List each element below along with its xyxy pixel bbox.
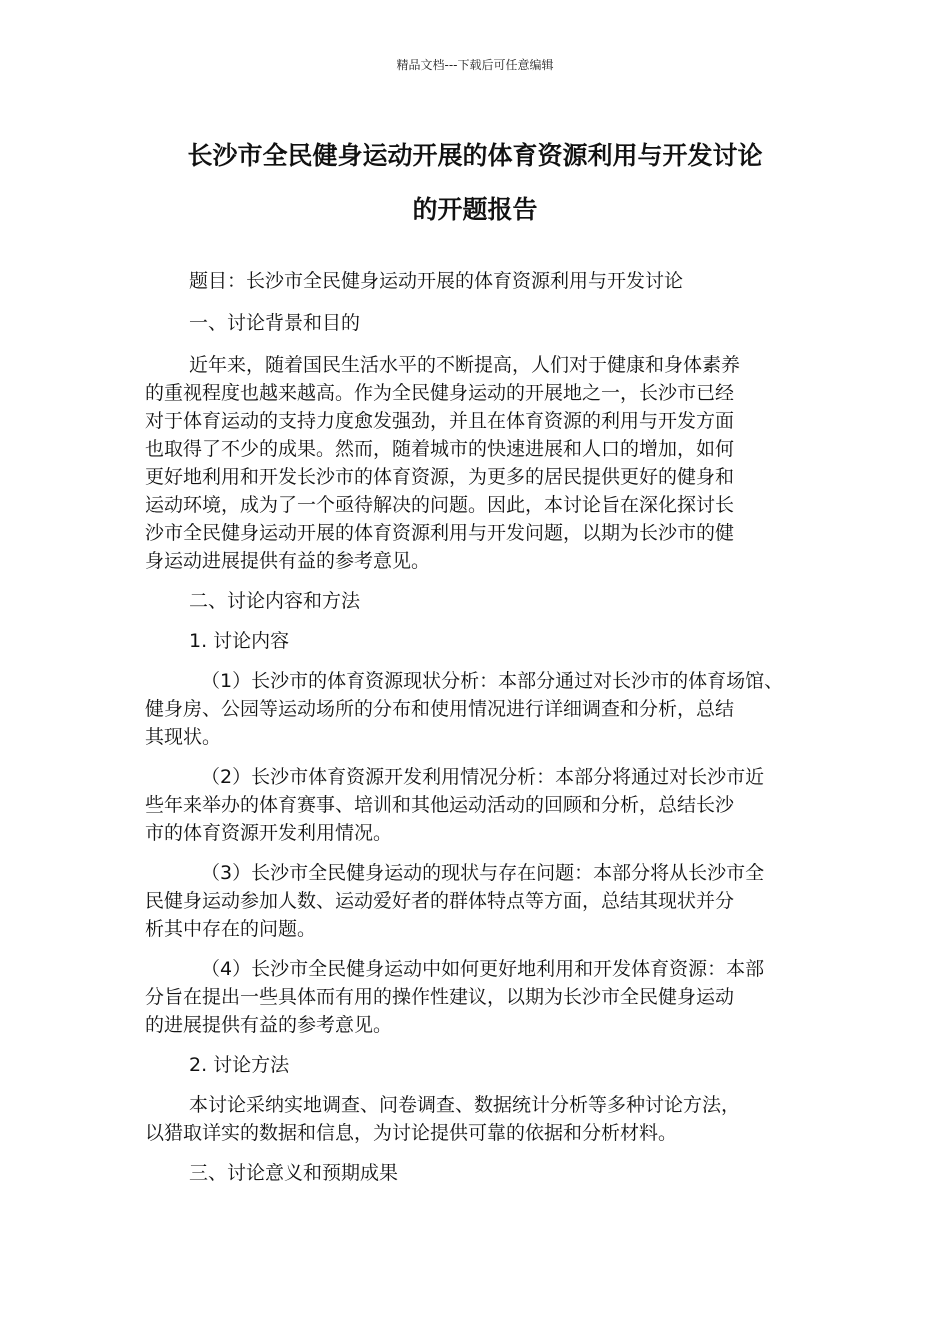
paragraph-line: 更好地利用和开发长沙市的体育资源，为更多的居民提供更好的健身和 bbox=[145, 466, 735, 488]
item-line: 析其中存在的问题。 bbox=[145, 918, 317, 940]
item-line: 市的体育资源开发利用情况。 bbox=[145, 822, 393, 844]
item-line: 其现状。 bbox=[145, 726, 222, 748]
section-2-heading: 二、讨论内容和方法 bbox=[189, 590, 361, 612]
paragraph-line: 运动环境，成为了一个亟待解决的问题。因此，本讨论旨在深化探讨长 bbox=[145, 494, 735, 516]
method-paragraph bbox=[145, 1091, 813, 1147]
document-body bbox=[145, 267, 813, 1187]
subsection-2-heading: 2. 讨论方法 bbox=[189, 1054, 290, 1076]
section-3-heading: 三、讨论意义和预期成果 bbox=[189, 1162, 399, 1184]
paragraph-line: 以猎取详实的数据和信息，为讨论提供可靠的依据和分析材料。 bbox=[145, 1122, 678, 1144]
paragraph-line: 近年来，随着国民生活水平的不断提高，人们对于健康和身体素养 bbox=[189, 354, 741, 376]
item-line: 些年来举办的体育赛事、培训和其他运动活动的回顾和分析，总结长沙 bbox=[145, 794, 735, 816]
header-note: 精品文档---下载后可任意编辑 bbox=[396, 58, 554, 72]
paragraph-line: 身运动进展提供有益的参考意见。 bbox=[145, 550, 431, 572]
item-line: 民健身运动参加人数、运动爱好者的群体特点等方面，总结其现状并分 bbox=[145, 890, 735, 912]
paragraph-line: 沙市全民健身运动开展的体育资源利用与开发问题，以期为长沙市的健 bbox=[145, 522, 735, 544]
item-line: （2）长沙市体育资源开发利用情况分析：本部分将通过对长沙市近 bbox=[201, 766, 765, 788]
paragraph-line: 对于体育运动的支持力度愈发强劲，并且在体育资源的利用与开发方面 bbox=[145, 410, 735, 432]
item-line: 分旨在提出一些具体而有用的操作性建议，以期为长沙市全民健身运动 bbox=[145, 986, 735, 1008]
content-item-1 bbox=[145, 667, 813, 751]
section-1-paragraph bbox=[145, 351, 813, 575]
item-line: （4）长沙市全民健身运动中如何更好地利用和开发体育资源：本部 bbox=[201, 958, 765, 980]
document-title-line-2: 的开题报告 bbox=[412, 195, 538, 224]
paragraph-line: 本讨论采纳实地调查、问卷调查、数据统计分析等多种讨论方法， bbox=[189, 1094, 741, 1116]
item-line: 的进展提供有益的参考意见。 bbox=[145, 1014, 393, 1036]
paragraph-line: 也取得了不少的成果。然而，随着城市的快速进展和人口的增加，如何 bbox=[145, 438, 735, 460]
content-item-2 bbox=[145, 763, 813, 847]
item-line: （3）长沙市全民健身运动的现状与存在问题：本部分将从长沙市全 bbox=[201, 862, 765, 884]
item-line: 健身房、公园等运动场所的分布和使用情况进行详细调查和分析，总结 bbox=[145, 698, 735, 720]
content-item-3 bbox=[145, 859, 813, 943]
subject-line: 题目：长沙市全民健身运动开展的体育资源利用与开发讨论 bbox=[189, 270, 684, 292]
document-title-line-1: 长沙市全民健身运动开展的体育资源利用与开发讨论 bbox=[187, 141, 763, 170]
content-item-4 bbox=[145, 955, 813, 1039]
subsection-1-heading: 1. 讨论内容 bbox=[189, 630, 290, 652]
section-1-heading: 一、讨论背景和目的 bbox=[189, 312, 361, 334]
paragraph-line: 的重视程度也越来越高。作为全民健身运动的开展地之一，长沙市已经 bbox=[145, 382, 735, 404]
item-line: （1）长沙市的体育资源现状分析：本部分通过对长沙市的体育场馆、 bbox=[201, 670, 784, 692]
